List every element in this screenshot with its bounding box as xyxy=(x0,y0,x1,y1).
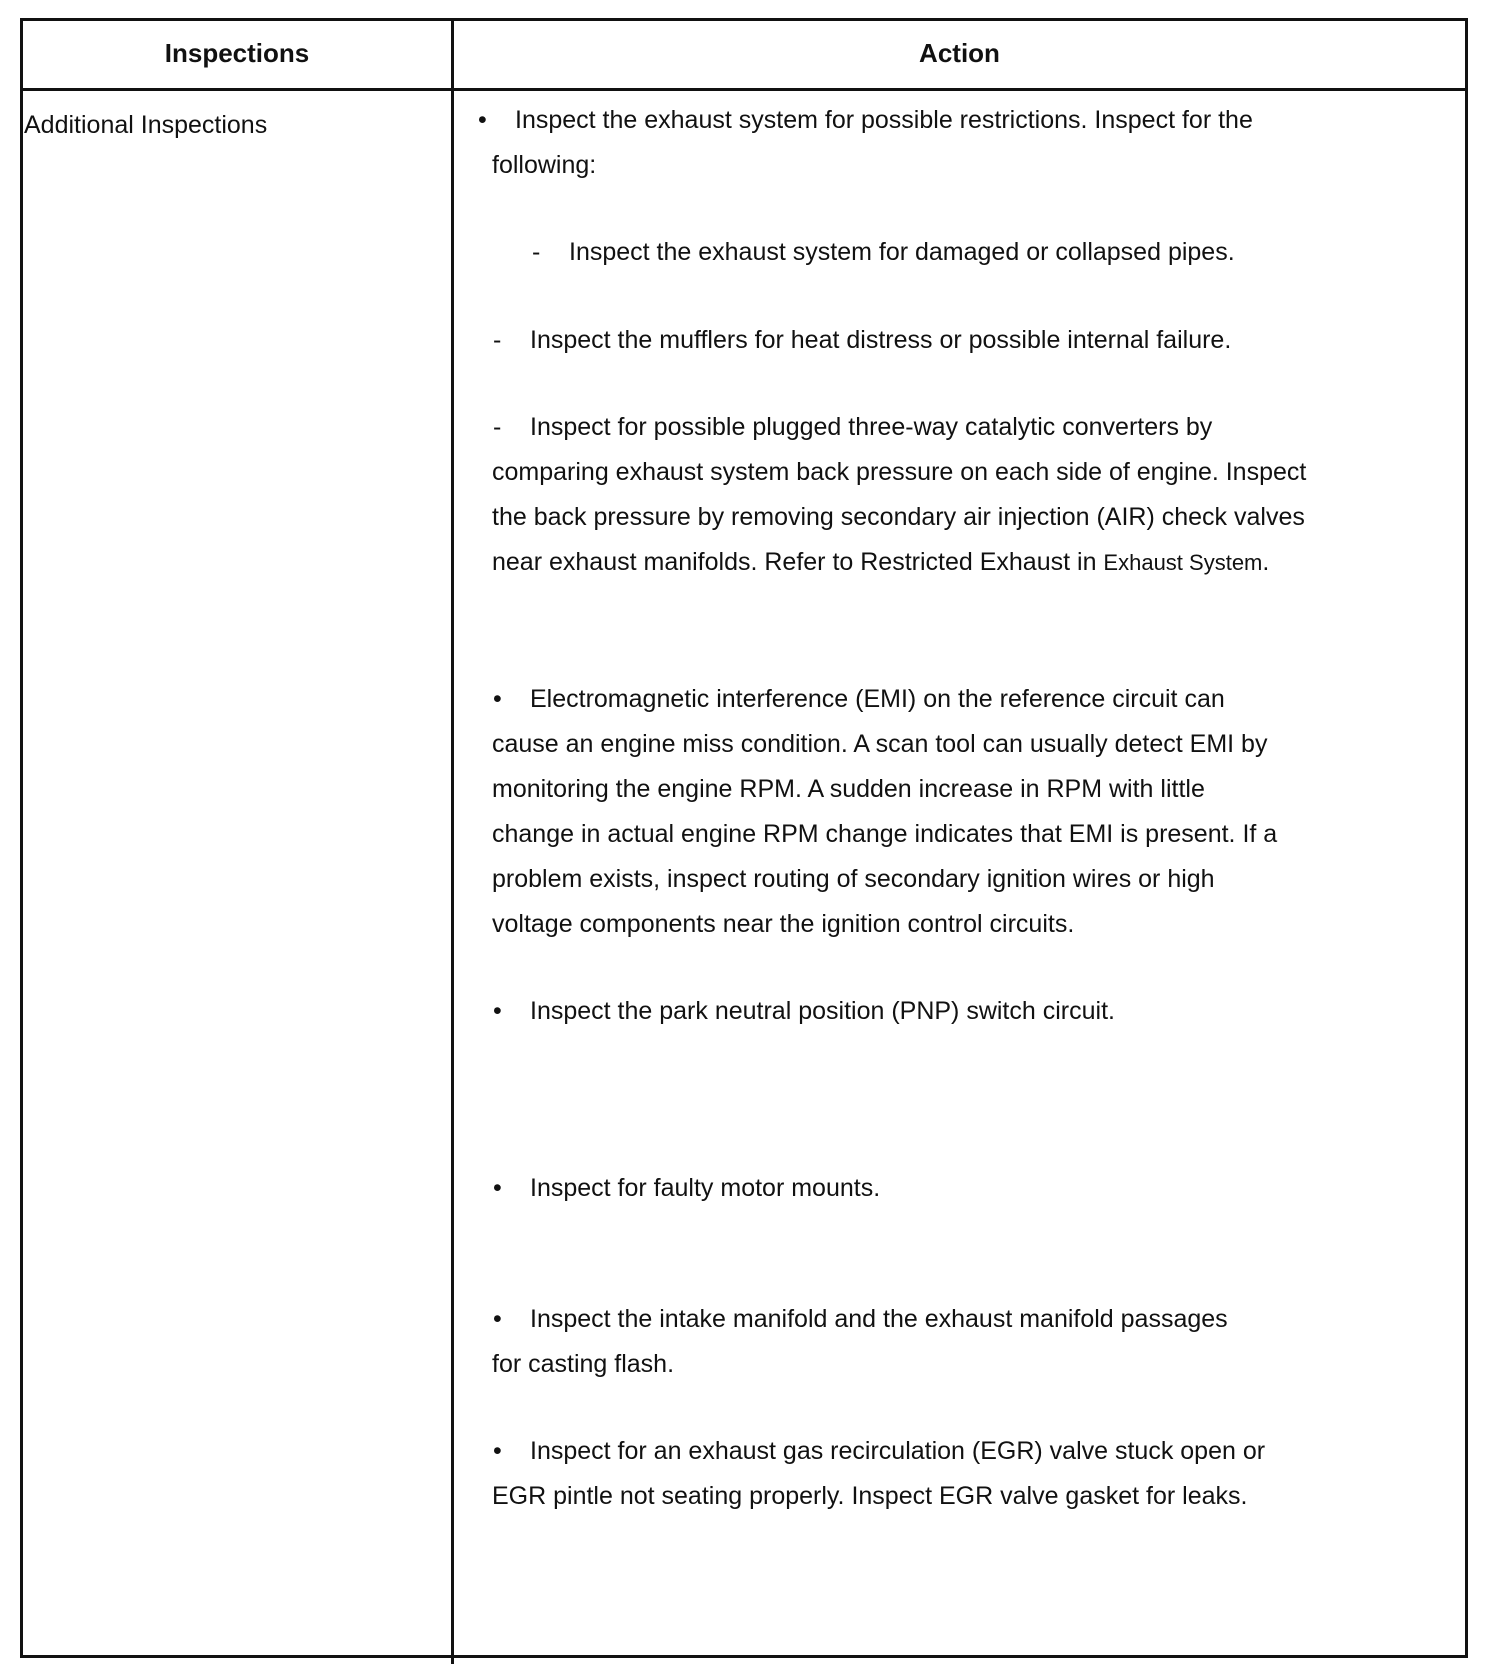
action-item-egr-valve xyxy=(493,1429,1265,1474)
header-action: Action xyxy=(919,38,1000,68)
inspection-cell: Additional Inspections xyxy=(24,111,268,139)
action-text: Inspect for an exhaust gas recirculation (EGR) valve stuck open or xyxy=(530,1437,1266,1465)
action-text: Inspect for faulty motor mounts. xyxy=(530,1174,881,1202)
action-text: Inspect for possible plugged three-way catalytic converters by xyxy=(530,413,1213,441)
bullet-mark: • xyxy=(493,1174,502,1202)
sub-item-catalytic-converters xyxy=(493,405,1212,450)
bullet-mark: • xyxy=(493,997,502,1025)
action-item-exhaust-restrictions xyxy=(478,98,1253,143)
action-text-continued: for casting flash. xyxy=(492,1350,675,1378)
dash-mark: - xyxy=(532,238,541,266)
action-text-period: . xyxy=(1262,548,1270,576)
action-text-continued: change in actual engine RPM change indicates that EMI is present. If a xyxy=(492,820,1278,848)
action-text-continued: problem exists, inspect routing of secondary ignition wires or high xyxy=(492,865,1215,893)
bullet-mark: • xyxy=(493,1305,502,1333)
sub-item-mufflers xyxy=(493,318,1231,363)
header-rule xyxy=(20,88,1468,91)
action-text: Inspect the park neutral position (PNP) switch circuit. xyxy=(530,997,1115,1025)
action-text: Inspect the intake manifold and the exhaust manifold passages xyxy=(530,1305,1228,1333)
action-text: Electromagnetic interference (EMI) on the reference circuit can xyxy=(530,685,1225,713)
bullet-mark: • xyxy=(493,1437,502,1465)
action-text: Inspect the exhaust system for possible restrictions. Inspect for the xyxy=(515,106,1253,134)
action-item-emi xyxy=(493,677,1225,722)
dash-mark: - xyxy=(493,326,502,354)
action-text-continued xyxy=(492,540,1269,585)
action-text-continued: cause an engine miss condition. A scan tool can usually detect EMI by xyxy=(492,730,1268,758)
exhaust-system-reference: Exhaust System xyxy=(1103,550,1263,575)
action-text-continued: voltage components near the ignition control circuits. xyxy=(492,910,1075,938)
action-text: Inspect the mufflers for heat distress or possible internal failure. xyxy=(530,326,1232,354)
action-text-continued: the back pressure by removing secondary air injection (AIR) check valves xyxy=(492,503,1305,531)
action-text: near exhaust manifolds. Refer to Restricted Exhaust in xyxy=(492,548,1097,576)
sub-item-collapsed-pipes xyxy=(532,230,1235,275)
bullet-mark: • xyxy=(478,106,487,134)
action-item-motor-mounts xyxy=(493,1166,880,1211)
column-divider xyxy=(451,18,454,1664)
action-text-continued: following: xyxy=(492,151,597,179)
dash-mark: - xyxy=(493,413,502,441)
action-text: Inspect the exhaust system for damaged or collapsed pipes. xyxy=(569,238,1235,266)
bullet-mark: • xyxy=(493,685,502,713)
action-text-continued: EGR pintle not seating properly. Inspect EGR valve gasket for leaks. xyxy=(492,1482,1248,1510)
action-text-continued: comparing exhaust system back pressure on each side of engine. Inspect xyxy=(492,458,1307,486)
action-text-continued: monitoring the engine RPM. A sudden increase in RPM with little xyxy=(492,775,1205,803)
header-inspections: Inspections xyxy=(164,38,310,68)
action-item-casting-flash xyxy=(493,1297,1228,1342)
action-item-pnp-switch xyxy=(493,989,1115,1034)
